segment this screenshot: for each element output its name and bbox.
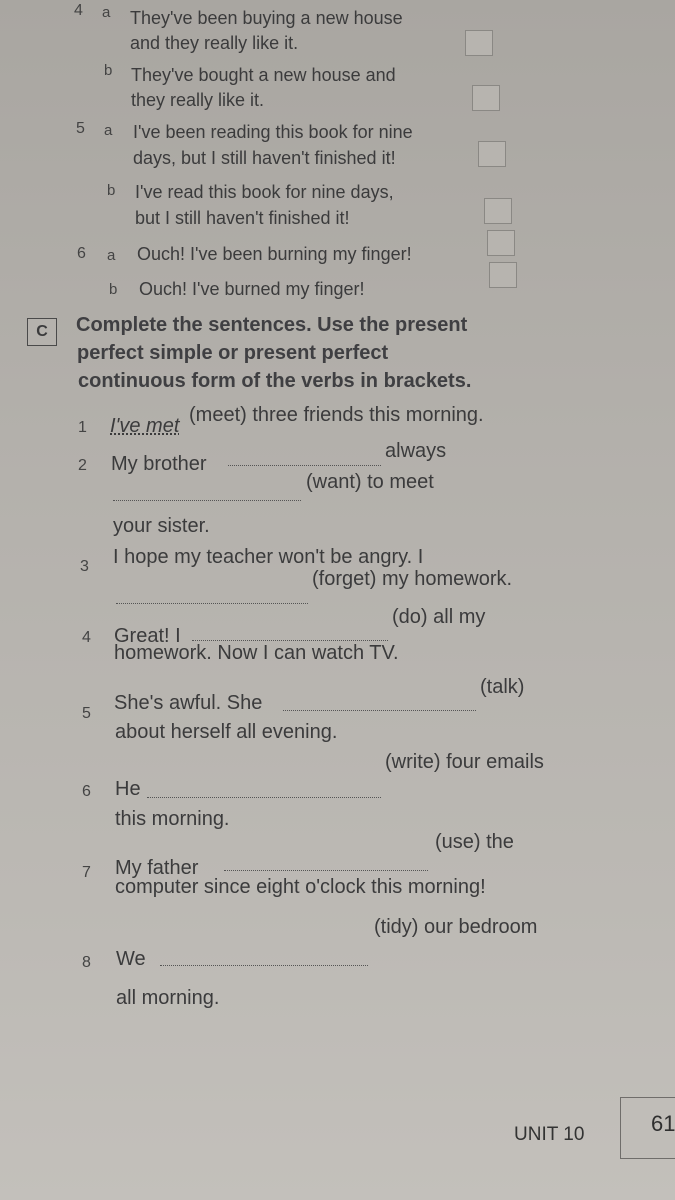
item-number: 6 bbox=[77, 245, 86, 262]
answer-blank[interactable] bbox=[116, 603, 308, 604]
option-text: but I still haven't finished it! bbox=[135, 208, 350, 228]
sentence-text: all morning. bbox=[116, 987, 220, 1009]
sentence-number: 2 bbox=[78, 457, 87, 474]
item-number: 4 bbox=[74, 2, 83, 19]
sentence-text: My brother bbox=[111, 453, 207, 475]
item-number: 5 bbox=[76, 120, 85, 137]
sentence-text: this morning. bbox=[115, 808, 230, 830]
sentence-number: 8 bbox=[82, 954, 91, 971]
option-letter: b bbox=[107, 182, 116, 199]
sentence-text: She's awful. She bbox=[114, 692, 263, 714]
sentence-text: My father bbox=[115, 857, 199, 879]
instruction-line: Complete the sentences. Use the present bbox=[76, 314, 468, 336]
option-text: I've been reading this book for nine bbox=[133, 122, 413, 142]
option-letter: a bbox=[102, 4, 111, 21]
sentence-text: (talk) bbox=[480, 676, 525, 698]
option-text: I've read this book for nine days, bbox=[135, 182, 394, 202]
section-c-tag: C bbox=[27, 318, 57, 346]
sentence-text: about herself all evening. bbox=[115, 721, 338, 743]
option-text: Ouch! I've been burning my finger! bbox=[137, 244, 412, 264]
sentence-text: (use) the bbox=[435, 831, 514, 853]
sentence-text: (want) to meet bbox=[306, 471, 434, 493]
page-number-box bbox=[620, 1097, 675, 1159]
answer-blank[interactable] bbox=[228, 465, 381, 466]
option-letter: b bbox=[104, 62, 113, 79]
sentence-text: Great! I bbox=[114, 625, 181, 647]
sentence-number: 6 bbox=[82, 783, 91, 800]
option-text: Ouch! I've burned my finger! bbox=[139, 279, 365, 299]
sentence-number: 3 bbox=[80, 558, 89, 575]
answer-blank[interactable] bbox=[147, 797, 381, 798]
sentence-text: (write) four emails bbox=[385, 751, 544, 773]
option-text: they really like it. bbox=[131, 90, 265, 110]
page-number: 61 bbox=[651, 1111, 675, 1136]
option-text: They've bought a new house and bbox=[131, 65, 396, 85]
answer-checkbox[interactable] bbox=[478, 141, 506, 167]
answer-blank[interactable] bbox=[283, 710, 476, 711]
instruction-line: continuous form of the verbs in brackets. bbox=[78, 370, 472, 392]
sentence-number: 1 bbox=[78, 419, 87, 436]
sentence-text: (tidy) our bedroom bbox=[374, 916, 538, 938]
sentence-text: I hope my teacher won't be angry. I bbox=[113, 546, 424, 568]
instruction-line: perfect simple or present perfect bbox=[77, 342, 389, 364]
answer-checkbox[interactable] bbox=[489, 262, 517, 288]
option-letter: a bbox=[107, 247, 116, 264]
sentence-number: 5 bbox=[82, 705, 91, 722]
answer-blank[interactable] bbox=[224, 870, 428, 871]
example-answer: I've met bbox=[110, 415, 180, 437]
sentence-text: your sister. bbox=[113, 515, 210, 537]
answer-checkbox[interactable] bbox=[487, 230, 515, 256]
answer-checkbox[interactable] bbox=[484, 198, 512, 224]
sentence-text: always bbox=[385, 440, 447, 462]
option-text: and they really like it. bbox=[130, 33, 299, 53]
answer-blank[interactable] bbox=[160, 965, 368, 966]
option-text: days, but I still haven't finished it! bbox=[133, 148, 396, 168]
sentence-text: He bbox=[115, 778, 141, 800]
answer-checkbox[interactable] bbox=[472, 85, 500, 111]
sentence-number: 7 bbox=[82, 864, 91, 881]
sentence-text: We bbox=[116, 948, 146, 970]
option-letter: a bbox=[104, 122, 113, 139]
answer-checkbox[interactable] bbox=[465, 30, 493, 56]
sentence-text: computer since eight o'clock this morning! bbox=[115, 876, 486, 898]
sentence-number: 4 bbox=[82, 629, 91, 646]
sentence-text: homework. Now I can watch TV. bbox=[114, 642, 399, 664]
sentence-text: (forget) my homework. bbox=[312, 568, 513, 590]
answer-blank[interactable] bbox=[113, 500, 301, 501]
sentence-text: (meet) three friends this morning. bbox=[189, 404, 484, 426]
option-letter: b bbox=[109, 281, 118, 298]
option-text: They've been buying a new house bbox=[130, 8, 403, 28]
unit-label: UNIT 10 bbox=[514, 1124, 585, 1145]
sentence-text: (do) all my bbox=[392, 606, 486, 628]
